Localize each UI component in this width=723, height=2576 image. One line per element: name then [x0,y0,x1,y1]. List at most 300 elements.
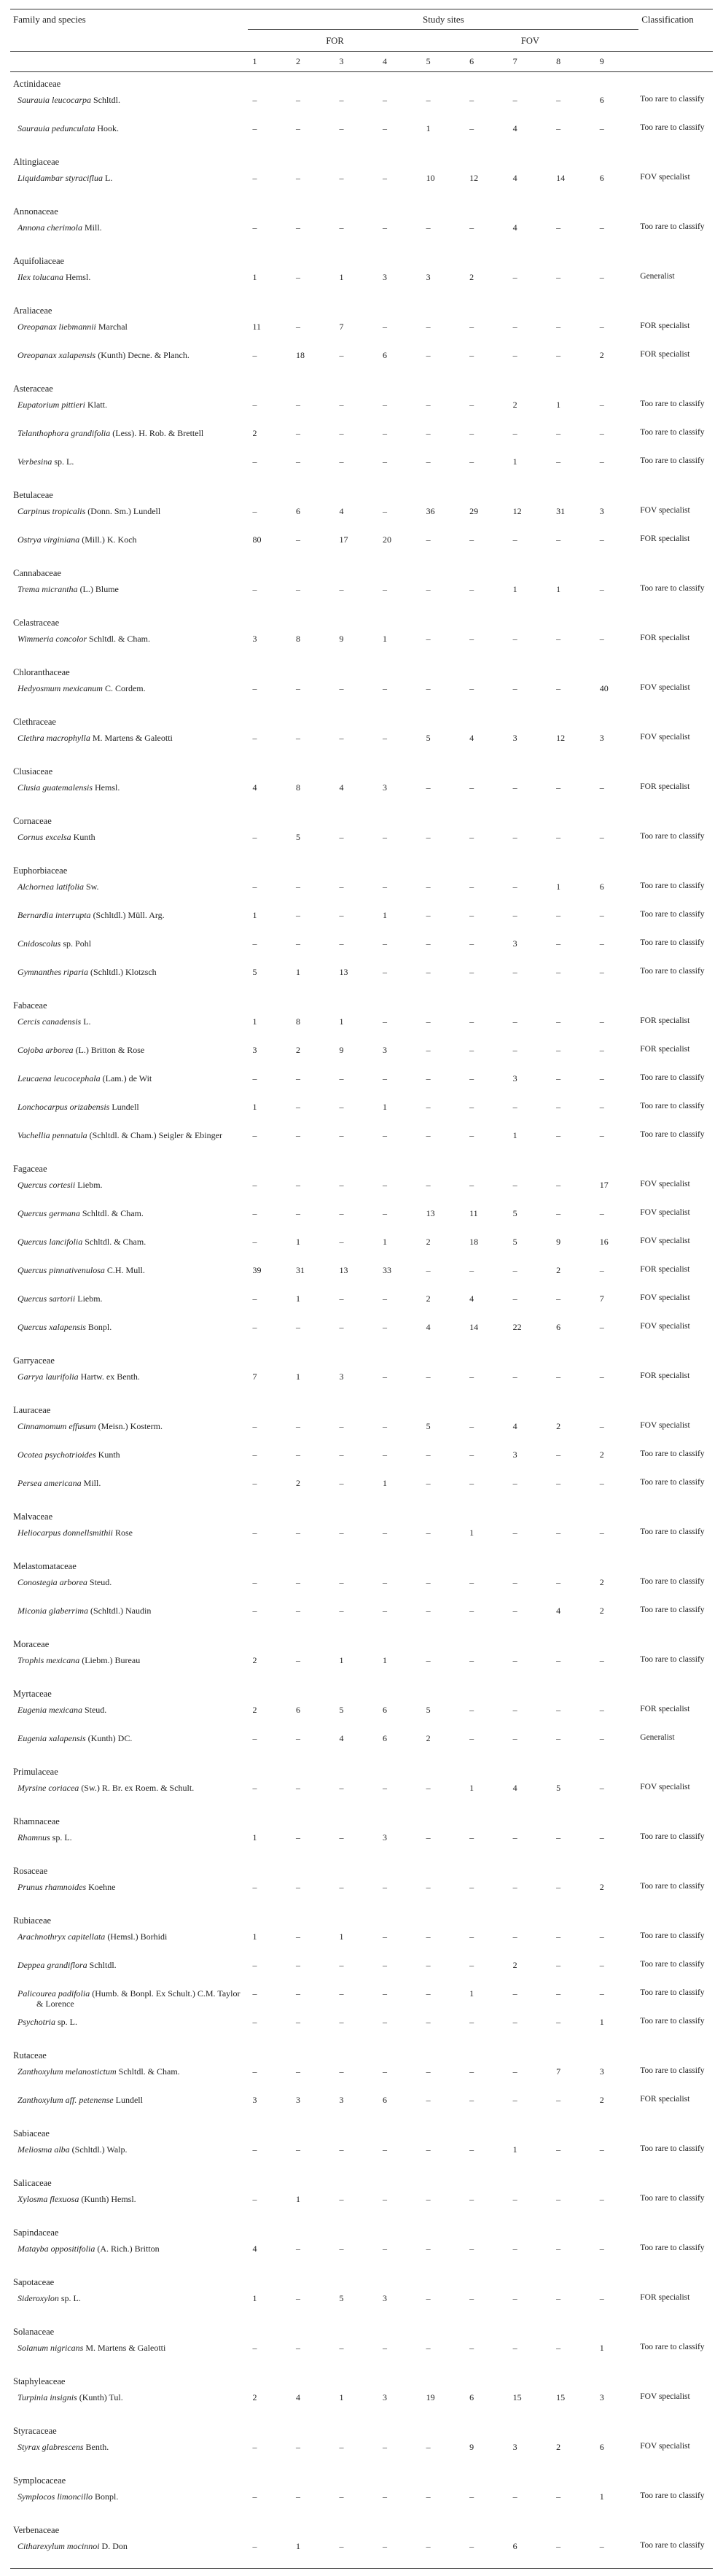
site-value: 4 [252,782,257,793]
site-value: – [599,428,604,438]
species-name: Wimmeria concolor [17,634,87,644]
site-value: – [339,1832,344,1842]
site-value: – [599,967,604,977]
site-value: – [552,2540,595,2569]
family-name: Sabiaceae [13,2128,50,2139]
family-row [10,2320,713,2341]
site-value: 6 [599,173,604,183]
classification-cell: Too rare to classify [640,2491,705,2500]
site-value: 2 [556,2442,561,2452]
site-value: – [512,2491,517,2502]
site-value: 2 [426,1237,431,1247]
site-value: – [469,1265,474,1275]
site-value: – [252,2194,257,2204]
species-table [10,9,713,2569]
site-value: 3 [512,2442,517,2452]
site-value: – [252,1528,257,1538]
species-cell [10,1292,248,1320]
site-value: 2 [252,428,257,438]
site-value: – [469,95,474,105]
site-value: – [295,222,300,233]
site-value: – [556,95,561,105]
species-name: Garrya laurifolia [17,1371,79,1382]
species-row [10,271,713,299]
site-value: – [469,1130,474,1140]
species-name: Quercus pinnativenulosa [17,1265,105,1275]
site-value: – [339,222,344,233]
site-value: – [426,2144,431,2155]
site-value: – [556,456,561,467]
family-name: Clusiaceae [13,766,53,777]
site-number: 8 [552,52,595,72]
site-value: – [469,1478,474,1488]
header-group-fov: FOV [422,30,639,52]
site-value: – [339,1102,344,1112]
species-row [10,965,713,994]
species-author: (Donn. Sm.) Lundell [87,506,161,516]
site-value: – [426,2442,431,2452]
site-value: – [469,967,474,977]
classification-cell: FOV specialist [640,1421,690,1430]
site-value: 8 [295,1016,300,1027]
site-value: – [599,1102,604,1112]
site-value: – [556,2095,561,2105]
site-value: – [556,1102,561,1112]
site-value: – [295,1130,300,1140]
species-row [10,1958,713,1987]
species-name: Carpinus tropicalis [17,506,86,516]
site-value: – [512,2343,517,2353]
species-name: Oreopanax xalapensis [17,350,96,360]
classification-cell: FOV specialist [640,2392,690,2401]
species-name: Vachellia pennatula [17,1130,87,1140]
site-value: – [426,683,431,693]
species-author: (Kunth) Tul. [79,2392,123,2402]
site-value: – [469,1606,474,1616]
species-cell [10,1178,248,1207]
site-value: – [426,938,431,949]
species-row [10,1987,713,2015]
species-row [10,1292,713,1320]
species-cell [10,1420,248,1448]
site-value: – [512,1655,517,1665]
species-row [10,320,713,349]
species-name: Alchornea latifolia [17,882,84,892]
family-row [10,483,713,505]
species-name: Citharexylum mocinnoi [17,2541,100,2551]
site-value: – [339,1606,344,1616]
site-value: – [556,1478,561,1488]
site-value: – [512,1528,517,1538]
species-row [10,1235,713,1264]
species-row [10,1831,713,1859]
site-value: – [595,2540,639,2569]
site-value: – [295,1102,300,1112]
species-author: D. Don [101,2541,128,2551]
site-value: – [339,456,344,467]
site-value: 1 [556,400,561,410]
species-row [10,1781,713,1810]
site-value: 6 [295,506,300,516]
site-value: 3 [512,733,517,743]
site-value: – [252,2343,257,2353]
family-row [10,1810,713,1831]
site-value: – [422,2540,466,2569]
site-value: – [556,1988,561,1999]
species-cell [10,1320,248,1349]
family-name: Cannabaceae [13,568,61,578]
site-value: – [556,2343,561,2353]
site-value: 2 [426,1733,431,1743]
site-value: – [599,1016,604,1027]
species-cell [10,908,248,937]
site-value: 1 [383,634,388,644]
site-value: – [252,1882,257,1892]
site-value: – [556,2491,561,2502]
site-value: 1 [252,910,257,920]
site-value: – [339,882,344,892]
site-value: – [252,832,257,842]
site-value: 2 [599,1606,604,1616]
site-value: – [469,1371,474,1382]
species-row [10,171,713,200]
species-cell [10,880,248,908]
species-row [10,2143,713,2171]
site-value: – [339,1783,344,1793]
site-value: 39 [252,1265,262,1275]
site-value: 3 [512,938,517,949]
species-name: Palicourea padifolia [17,1988,90,1999]
site-value: 8 [295,782,300,793]
species-cell [10,1476,248,1505]
site-value: – [599,1265,604,1275]
family-row [10,760,713,781]
species-author: Lundell [115,2095,143,2105]
species-name: Xylosma flexuosa [17,2194,79,2204]
site-value: – [426,456,431,467]
classification-cell: FOV specialist [640,506,690,515]
site-value: – [383,2144,388,2155]
family-name: Moraceae [13,1639,50,1649]
site-value: – [383,2244,388,2254]
site-value: – [252,584,257,594]
species-row [10,1264,713,1292]
site-value: 1 [383,1102,388,1112]
site-value: – [465,2540,509,2569]
site-value: – [512,634,517,644]
family-name: Clethraceae [13,717,56,727]
site-value: 1 [339,1016,344,1027]
site-value: – [252,1237,257,1247]
species-row [10,731,713,760]
site-value: – [339,1528,344,1538]
classification-cell: FOR specialist [640,1371,690,1380]
site-value: – [426,634,431,644]
site-value: 17 [339,534,348,545]
species-name: Eupatorium pittieri [17,400,85,410]
species-author: Steud. [84,1705,107,1715]
classification-cell: Too rare to classify [640,2343,705,2351]
site-value: – [556,1655,561,1665]
site-value: 1 [339,1931,344,1942]
site-value: 4 [339,1733,344,1743]
site-value: – [383,967,388,977]
species-cell [10,398,248,427]
site-value: – [295,1832,300,1842]
site-value: – [426,1960,431,1970]
site-value: 1 [383,1237,388,1247]
site-value: – [512,95,517,105]
species-name: Quercus sartorii [17,1293,76,1304]
site-value: 18 [295,350,305,360]
species-name: Clusia guatemalensis [17,782,93,793]
classification-cell: FOV specialist [640,2442,690,2451]
species-name: Hedyosmum mexicanum [17,683,103,693]
site-value: – [556,1130,561,1140]
site-number: 7 [509,52,552,72]
site-value: – [252,1988,257,1999]
species-row [10,533,713,561]
site-value: – [426,1931,431,1942]
site-value: – [556,350,561,360]
species-author: Mill. [83,1478,101,1488]
site-value: – [556,910,561,920]
site-value: – [339,733,344,743]
site-value: – [252,2144,257,2155]
site-value: – [426,400,431,410]
species-row [10,2292,713,2320]
site-value: – [426,1606,431,1616]
classification-cell: Too rare to classify [640,832,705,841]
site-value: – [383,1322,388,1332]
species-row [10,1129,713,1157]
site-value: – [383,456,388,467]
site-value: – [383,1293,388,1304]
species-author: Schltdl. [93,95,121,105]
species-author: sp. L. [58,2017,77,2027]
family-name: Fagaceae [13,1164,47,1174]
species-cell [10,1264,248,1292]
species-row [10,1654,713,1682]
site-value: – [383,2017,388,2027]
site-value: – [252,222,257,233]
species-row [10,1015,713,1043]
species-cell [10,1703,248,1732]
site-value: – [426,350,431,360]
site-value: 6 [295,1705,300,1715]
site-value: – [383,1371,388,1382]
site-value: – [339,1237,344,1247]
site-value: – [383,222,388,233]
site-value: – [295,733,300,743]
site-value: – [252,1960,257,1970]
site-value: – [339,2244,344,2254]
site-value: 1 [599,2343,604,2353]
site-value: – [252,1450,257,1460]
site-value: 5 [295,832,300,842]
family-name: Salicaceae [13,2178,52,2188]
site-value: 1 [252,2293,257,2303]
classification-cell: Too rare to classify [640,1832,705,1841]
family-name: Araliaceae [13,306,52,316]
site-value: – [339,2343,344,2353]
site-value: – [252,1130,257,1140]
site-value: – [599,2144,604,2155]
family-row [10,1554,713,1576]
site-value: 1 [252,1832,257,1842]
species-cell [10,937,248,965]
site-value: – [383,428,388,438]
site-value: – [295,1450,300,1460]
site-number: 9 [595,52,639,72]
site-value: – [295,2343,300,2353]
species-cell [10,349,248,377]
species-row [10,632,713,661]
site-value: – [512,272,517,282]
species-author: (Meisn.) Kosterm. [98,1421,163,1431]
classification-cell: FOV specialist [640,1237,690,1245]
site-value: 1 [252,272,257,282]
site-value: – [512,1180,517,1190]
site-value: – [252,123,257,133]
site-value: – [426,1130,431,1140]
family-name: Staphyleaceae [13,2376,66,2386]
species-row [10,937,713,965]
site-value: 7 [252,1371,257,1382]
classification-cell: FOV specialist [640,1783,690,1791]
site-value: – [469,938,474,949]
family-name: Rosaceae [13,1866,48,1876]
site-value: 2 [556,1421,561,1431]
site-value: 18 [469,1237,479,1247]
species-author: Kunth [73,832,95,842]
site-value: 13 [339,967,348,977]
site-value: – [599,456,604,467]
site-value: 3 [383,1832,388,1842]
site-value: – [295,1960,300,1970]
site-value: 1 [295,1237,300,1247]
species-cell [10,1930,248,1958]
site-value: – [339,1208,344,1218]
site-value: – [252,938,257,949]
site-value: 1 [556,584,561,594]
family-row [10,1633,713,1654]
site-value: – [512,882,517,892]
site-value: – [556,967,561,977]
site-value: 4 [252,2244,257,2254]
site-value: 1 [252,1102,257,1112]
site-value: – [383,2194,388,2204]
site-value: 40 [599,683,609,693]
site-value: – [339,1478,344,1488]
site-value: – [469,1832,474,1842]
site-value: – [512,428,517,438]
site-value: – [295,1783,300,1793]
species-name: Zanthoxylum aff. petenense [17,2095,114,2105]
site-value: – [295,1322,300,1332]
site-value: – [426,1450,431,1460]
species-author: Kunth [98,1450,120,1460]
site-value: – [383,400,388,410]
site-number: 2 [292,52,335,72]
site-value: 1 [252,1931,257,1942]
site-value: 6 [599,882,604,892]
classification-cell: FOR specialist [640,2095,690,2104]
site-value: – [469,1045,474,1055]
site-value: 1 [512,1130,517,1140]
site-value: – [295,428,300,438]
species-cell [10,221,248,249]
species-author: Klatt. [87,400,107,410]
site-value: – [252,2017,257,2027]
site-value: – [469,534,474,545]
species-cell [10,1129,248,1157]
site-value: 3 [512,1450,517,1460]
family-row [10,377,713,398]
site-value: 1 [383,1478,388,1488]
family-name: Aquifoliaceae [13,256,65,266]
site-value: – [295,1208,300,1218]
classification-cell: FOR specialist [640,350,690,359]
species-cell [10,682,248,710]
site-value: – [469,1705,474,1715]
species-cell [10,2341,248,2370]
site-value: – [383,733,388,743]
classification-cell: Too rare to classify [640,2194,705,2203]
site-value: 12 [469,173,479,183]
site-value: – [512,2095,517,2105]
site-value: – [252,1577,257,1587]
species-cell [10,731,248,760]
site-value: – [556,1832,561,1842]
species-row [10,2490,713,2518]
site-value: 2 [599,2095,604,2105]
species-name: Telanthophora grandifolia [17,428,111,438]
species-author: (Kunth) Decne. & Planch. [98,350,189,360]
site-value: 2 [252,1705,257,1715]
site-value: – [426,2017,431,2027]
site-value: – [556,1931,561,1942]
site-value: – [295,534,300,545]
site-value: – [295,1606,300,1616]
header-classification: Classification [638,9,713,30]
site-value: – [599,1528,604,1538]
site-value: 2 [599,350,604,360]
site-value: – [339,2066,344,2077]
classification-cell: FOR specialist [640,322,690,330]
site-value: – [599,222,604,233]
species-author: (Kunth) Hemsl. [81,2194,136,2204]
site-value: – [339,350,344,360]
family-name: Myrtaceae [13,1689,52,1699]
classification-cell: FOV specialist [640,1322,690,1331]
site-value: – [426,1102,431,1112]
family-row [10,2270,713,2292]
site-value: – [295,272,300,282]
family-name: Styracaceae [13,2426,57,2436]
site-number: 6 [465,52,509,72]
site-value: – [426,1478,431,1488]
species-name: Verbesina [17,456,52,467]
family-row [10,994,713,1015]
site-value: 2 [512,400,517,410]
site-value: – [512,322,517,332]
site-value: – [383,2442,388,2452]
site-value: – [469,1577,474,1587]
family-name: Altingiaceae [13,157,60,167]
site-value: – [295,938,300,949]
species-cell [10,427,248,455]
